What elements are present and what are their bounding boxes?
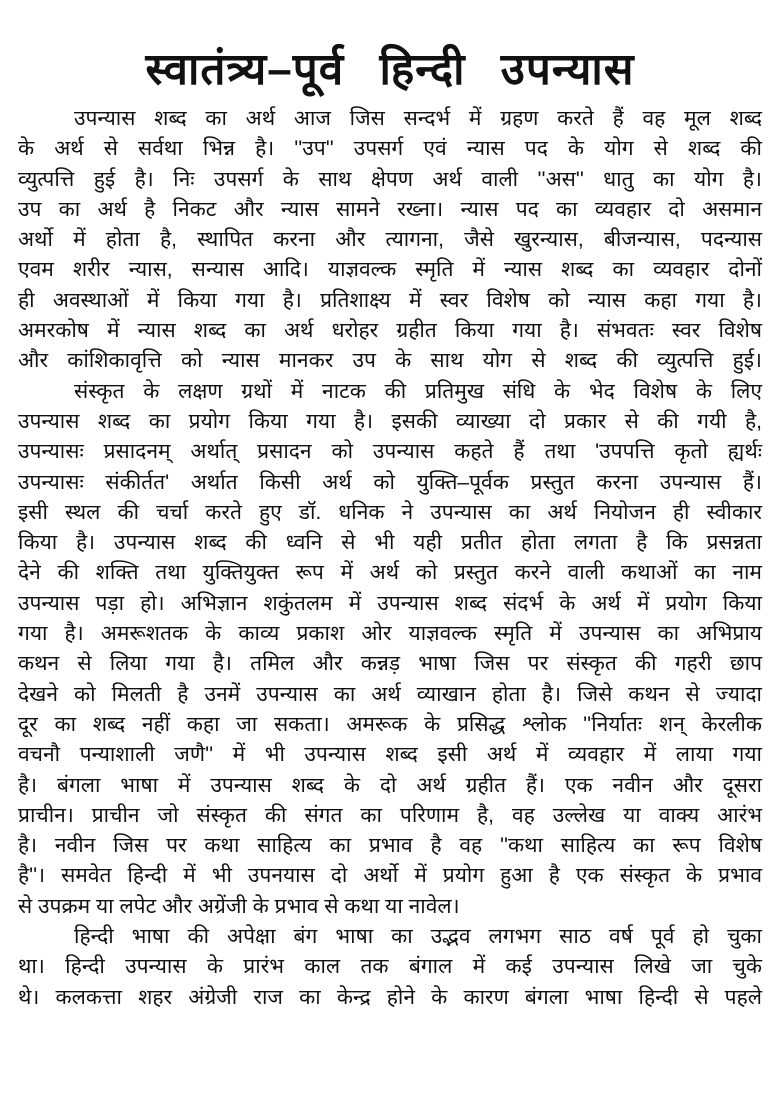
text-line: से उपक्रम या लपेट और अग्रेंजी के प्रभाव से कथा या नावेल। bbox=[18, 894, 460, 918]
text-line: है''। समवेत हिन्दी में भी उपनयास दो अर्थो में प्रयोग हुआ है एक संस्कृत के प्रभाव bbox=[18, 864, 762, 888]
text-line: थे। कलकत्ता शहर अंग्रेजी राज का केन्द्र होने के कारण बंगला भाषा हिन्दी से पहले bbox=[18, 985, 762, 1009]
text-line: था। हिन्दी उपन्यास के प्रारंभ काल तक बंगाल में कई उपन्यास लिखे जा चुके bbox=[18, 955, 762, 979]
text-line: उपन्यासः प्रसादनम् अर्थात् प्रसादन को उपन्यास कहते हैं तथा 'उपपत्ति कृतो ह्यर्थः bbox=[18, 440, 762, 464]
text-line: उपन्यास पड़ा हो। अभिज्ञान शकुंतलम में उपन्यास शब्द संदर्भ के अर्थ में प्रयोग किया bbox=[18, 591, 762, 615]
text-line: देखने को मिलती है उनमें उपन्यास का अर्थ व्याखान होता है। जिसे कथन से ज्यादा bbox=[18, 682, 762, 706]
text-line: कथन से लिया गया है। तमिल और कन्नड़ भाषा जिस पर संस्कृत की गहरी छाप bbox=[18, 652, 762, 676]
paragraph-start-line: संस्कृत के लक्षण ग्रथों में नाटक की प्रतिमुख संधि के भेद विशेष के लिए bbox=[74, 379, 762, 403]
text-line: और कांशिकावृत्ति को न्यास मानकर उप के साथ योग से शब्द की व्युत्पत्ति हुई। bbox=[18, 349, 762, 373]
text-line: व्युत्पत्ति हुई है। निः उपसर्ग के साथ क्षेपण अर्थ वाली ''अस'' धातु का योग है। bbox=[18, 167, 762, 191]
paragraph-start-line: हिन्दी भाषा की अपेक्षा बंग भाषा का उद्भव लगभग साठ वर्ष पूर्व हो चुका bbox=[74, 925, 762, 949]
text-line: देने की शक्ति तथा युक्तियुक्त रूप में अर्थ को प्रस्तुत करने वाली कथाओं का नाम bbox=[18, 561, 762, 585]
text-line: इसी स्थल की चर्चा करते हुए डॉ. धनिक ने उपन्यास का अर्थ नियोजन ही स्वीकार bbox=[18, 500, 762, 524]
text-line: उपन्यासः संकीर्तत' अर्थात किसी अर्थ को युक्ति–पूर्वक प्रस्तुत करना उपन्यास हैं। bbox=[18, 470, 762, 494]
document-body bbox=[18, 104, 762, 1013]
text-line: गया है। अमरूशतक के काव्य प्रकाश ओर याज्ञवल्क स्मृति में उपन्यास का अभिप्राय bbox=[18, 622, 762, 646]
text-line: दूर का शब्द नहीं कहा जा सकता। अमरूक के प्रसिद्ध श्लोक ''निर्यातः शन् केरलीक bbox=[18, 712, 762, 736]
text-line: उपन्यास शब्द का प्रयोग किया गया है। इसकी व्याख्या दो प्रकार से की गयी है, bbox=[18, 409, 762, 433]
page-title: स्वातंत्र्य–पूर्व हिन्दी उपन्यास bbox=[145, 45, 635, 95]
text-line: किया है। उपन्यास शब्द की ध्वनि से भी यही प्रतीत होता लगता है कि प्रसन्नता bbox=[18, 531, 762, 555]
text-line: अर्थो में होता है, स्थापित करना और त्यागना, जैसे खुरन्यास, बीजन्यास, पदन्यास bbox=[18, 228, 762, 252]
text-line: एवम शरीर न्यास, सन्यास आदि। याज्ञवल्क स्मृति में न्यास शब्द का व्यवहार दोनों bbox=[18, 258, 762, 282]
paragraph-start-line: उपन्यास शब्द का अर्थ आज जिस सन्दर्भ में ग्रहण करते हैं वह मूल शब्द bbox=[74, 107, 762, 130]
text-line: प्राचीन। प्राचीन जो संस्कृत की संगत का परिणाम है, वह उल्लेख या वाक्य आरंभ bbox=[18, 803, 762, 827]
text-line: वचनौ पन्याशाली जणै'' में भी उपन्यास शब्द इसी अर्थ में व्यवहार में लाया गया bbox=[18, 743, 762, 767]
text-line: ही अवस्थाओं में किया गया है। प्रतिशाक्ष्य में स्वर विशेष को न्यास कहा गया है। bbox=[18, 288, 762, 312]
text-line: है। बंगला भाषा में उपन्यास शब्द के दो अर्थ ग्रहीत हैं। एक नवीन और दूसरा bbox=[18, 773, 762, 797]
text-line: है। नवीन जिस पर कथा साहित्य का प्रभाव है वह ''कथा साहित्य का रूप विशेष bbox=[18, 834, 762, 858]
text-line: अमरकोष में न्यास शब्द का अर्थ धरोहर ग्रहीत किया गया है। संभवतः स्वर विशेष bbox=[18, 319, 762, 343]
text-line: के अर्थ से सर्वथा भिन्न है। ''उप'' उपसर्ग एवं न्यास पद के योग से शब्द की bbox=[18, 137, 762, 161]
text-line: उप का अर्थ है निकट और न्यास सामने रख्ना। न्यास पद का व्यवहार दो असमान bbox=[18, 197, 762, 221]
